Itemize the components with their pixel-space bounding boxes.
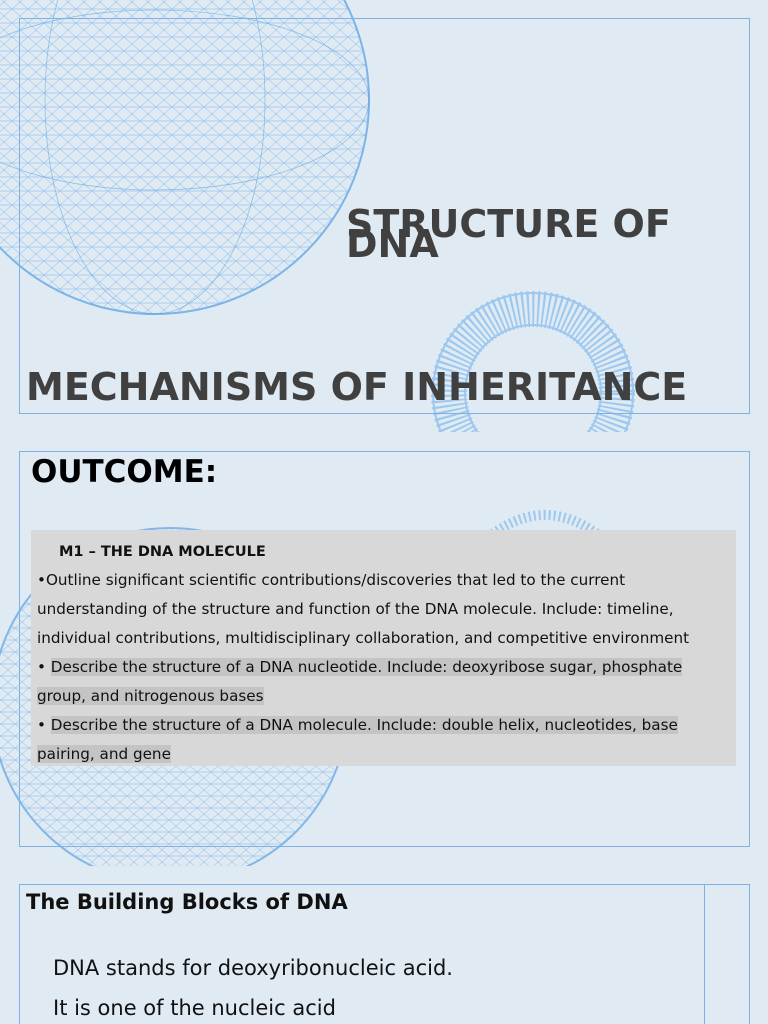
slide-title: STRUCTURE OF DNA xyxy=(346,202,671,266)
title-slide xyxy=(0,0,768,432)
outcome-bullet-1: •Outline significant scientific contributions/discoveries that led to the current understanding of the structure and function of the DNA molecule. Include: timeline, individual contributions, multidisciplinary collaboration, and competitive environment xyxy=(37,571,690,647)
building-blocks-slide xyxy=(0,868,768,1024)
outcome-box xyxy=(31,530,736,766)
slide-subtitle: MECHANISMS OF INHERITANCE xyxy=(26,365,688,409)
bullet-marker: • xyxy=(37,716,51,734)
outcome-bullet-2-text: Describe the structure of a DNA nucleotide. Include: deoxyribose sugar, phosphate group, and nitrogenous bases xyxy=(37,658,683,705)
outcome-slide xyxy=(0,434,768,866)
section-heading: The Building Blocks of DNA xyxy=(26,890,348,914)
outcome-bullet-3 xyxy=(37,711,728,769)
outcome-bullet-2 xyxy=(37,653,728,711)
outcome-heading: OUTCOME: xyxy=(31,454,218,490)
side-divider xyxy=(704,884,705,1024)
module-heading: M1 – THE DNA MOLECULE xyxy=(59,544,266,560)
bullet-marker: • xyxy=(37,658,51,676)
section-body: DNA stands for deoxyribonucleic acid. It is one of the nucleic acid xyxy=(53,956,453,1020)
outcome-bullet-3-text: Describe the structure of a DNA molecule. Include: double helix, nucleotides, base pairing, and gene xyxy=(37,716,678,763)
